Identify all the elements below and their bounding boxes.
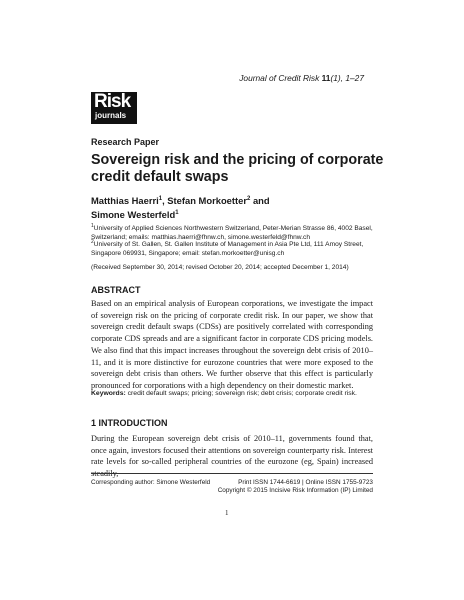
introduction-heading: 1 INTRODUCTION <box>91 418 168 428</box>
logo-risk-text: Risk <box>94 91 131 112</box>
affiliation-mark: 2 <box>91 239 94 245</box>
paper-title: Sovereign risk and the pricing of corporate credit default swaps <box>91 152 384 185</box>
affiliation-text: University of Applied Sciences Northwestern Switzerland, Peter-Merian Strasse 86, 4002 Basel, Switzerland; emails: matthias.haerri@fhnw.ch, simone.westerfeld@fhnw.ch <box>91 225 373 241</box>
author-affiliation-mark: 2 <box>247 196 251 202</box>
affiliation-mark: 1 <box>91 223 94 229</box>
paper-type: Research Paper <box>91 137 160 147</box>
authors <box>91 193 381 221</box>
journal-reference <box>239 73 364 83</box>
keywords-text: credit default swaps; pricing; sovereign risk; debt crisis; corporate credit risk. <box>127 390 357 397</box>
abstract-text: Based on an empirical analysis of European corporations, we investigate the impact of sovereign risk on the pricing of corporate credit risk. In our paper, we show that sovereign credit default swaps (CDSs) are positively correlated with corresponding corporate CDS spreads and are a significant factor in corporate CDS pricing models. We also find that this impact increases throughout the sovereign debt crisis of 2010–11, and it is more distinctive for eurozone countries that were more exposed to the sovereign debt crisis than others. We further observe that this effect is particularly pronounced for corporations with a high dependency on their domestic market. <box>91 299 373 390</box>
page-number: 1 <box>225 509 229 517</box>
logo-journals-text: journals <box>95 111 127 120</box>
author-name: Stefan Morkoetter <box>167 195 247 207</box>
affiliation <box>91 238 386 258</box>
affiliation-text: University of St. Gallen, St. Gallen Institute of Management in Asia Pte Ltd, 111 Amoy Street, Singapore 069931, Singapore; email: stefan.morkoetter@unisg.ch <box>91 241 364 257</box>
corresponding-author: Corresponding author: Simone Westerfeld <box>91 479 211 486</box>
author-affiliation-mark: 1 <box>158 196 163 202</box>
journal-issue-pages: (1), 1–27 <box>330 73 364 83</box>
keywords <box>91 390 381 397</box>
author-separator: , <box>162 195 168 207</box>
author-name: Simone Westerfeld <box>91 209 176 221</box>
journal-volume: 11 <box>321 73 331 83</box>
footer-divider <box>91 473 373 474</box>
copyright: Copyright © 2015 Incisive Risk Information (IP) Limited <box>217 487 373 495</box>
received-dates: (Received September 30, 2014; revised October 20, 2014; accepted December 1, 2014) <box>91 264 349 271</box>
author-name: Matthias Haerri <box>91 195 159 207</box>
abstract-heading: ABSTRACT <box>91 285 141 295</box>
author-affiliation-mark: 1 <box>175 210 179 217</box>
introduction-text: During the European sovereign debt crisis of 2010–11, governments found that, once again, investors focused their attentions on sovereign counterparty risk. Interest rate levels for so-called peripheral countries of the eurozone (eg, Spain) increased steadily, <box>91 434 373 479</box>
issn: Print ISSN 1744-6619 | Online ISSN 1755-9723 <box>238 479 373 486</box>
publication-info <box>218 479 373 496</box>
author-separator: and <box>250 195 270 207</box>
journal-name: Journal of Credit Risk <box>239 73 320 83</box>
risk-journals-logo <box>91 92 137 124</box>
keywords-label: Keywords: <box>91 390 126 397</box>
